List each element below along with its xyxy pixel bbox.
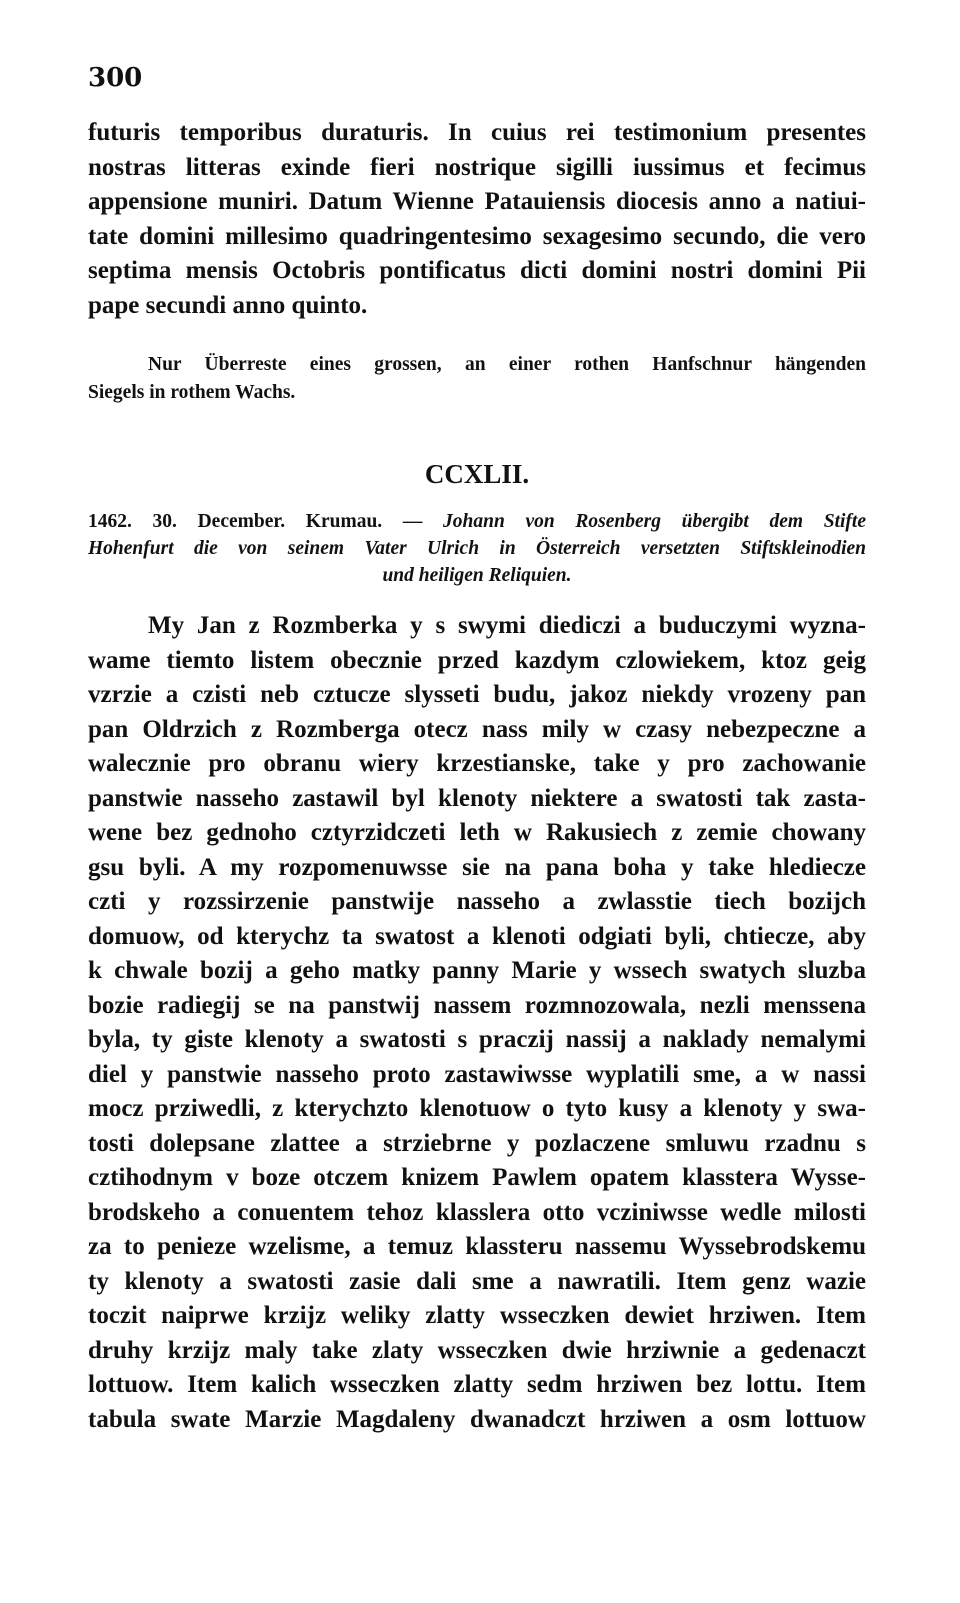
text-line: bozie radiegij se na panstwij nassem rozmnozowala, nezli menssena	[88, 991, 866, 1019]
text-line: tosti dolepsane zlattee a strziebrne y pozlaczene smluwu rzadnu s	[88, 1129, 866, 1157]
text-line: za to penieze wzelisme, a temuz klassteru nassemu Wyssebrodskemu	[88, 1233, 866, 1260]
text-line: wene bez gednoho cztyrzidczeti leth w Rakusiech z zemie chowany	[88, 819, 866, 846]
text-line: druhy krzijz maly take zlaty wsseczken dwie hrziwnie a gedenaczt	[88, 1336, 866, 1364]
text-line: czti y rozssirzenie panstwije nasseho a zwlasstie tiech bozijch	[88, 888, 866, 915]
seal-note	[88, 351, 866, 406]
text-line: k chwale bozij a geho matky panny Marie y wssech swatych sluzba	[88, 957, 866, 984]
note-line: Siegels in rothem Wachs.	[88, 381, 296, 403]
text-line: pape secundi anno quinto.	[88, 291, 368, 319]
note-line: Nur Überreste eines grossen, an einer rothen Hanfschnur hängenden	[148, 354, 866, 375]
document-number: CCXLII.	[424, 459, 530, 489]
book-page	[88, 62, 866, 1437]
text-line: mocz prziwedli, z kterychzto klenotuow o tyto kusy a klenoty y swa-	[88, 1095, 866, 1122]
text-line: My Jan z Rozmberka y s swymi diediczi a buduczymi wyzna-	[148, 612, 866, 639]
text-line: tate domini millesimo quadringentesimo sexagesimo secundo, die vero	[88, 222, 866, 250]
page-number: 300	[88, 63, 143, 93]
text-line: tabula swate Marzie Magdaleny dwanadczt hrziwen a osm lottuow	[88, 1405, 866, 1433]
heading-line	[88, 508, 866, 535]
text-line: ty klenoty a swatosti zasie dali sme a nawratili. Item genz wazie	[88, 1267, 866, 1295]
text-line: gsu byli. A my rozpomenuwsse sie na pana boha y take hlediecze	[88, 853, 866, 881]
text-line: nostras litteras exinde fieri nostrique sigilli iussimus et fecimus	[88, 153, 866, 181]
text-line: lottuow. Item kalich wsseczken zlatty sedm hrziwen bez lottu. Item	[88, 1371, 866, 1398]
text-line: panstwie nasseho zastawil byl klenoty niektere a swatosti tak zasta-	[88, 784, 866, 812]
text-line: vzrzie a czisti neb cztucze slysseti budu, jakoz niekdy vrozeny pan	[88, 681, 866, 708]
document-heading	[88, 508, 866, 589]
text-line: walecznie pro obranu wiery krzestianske, take y pro zachowanie	[88, 750, 866, 777]
text-line: wame tiemto listem obecznie przed kazdym czlowiekem, ktoz geig	[88, 646, 866, 674]
text-line: diel y panstwie nasseho proto zastawiwsse wyplatili sme, a w nassi	[88, 1060, 866, 1088]
document-text	[88, 609, 866, 1437]
text-line: byla, ty giste klenoty a swatosti s praczij nassij a naklady nemalymi	[88, 1026, 866, 1053]
text-line: toczit naiprwe krzijz weliky zlatty wsseczken dewiet hrziwen. Item	[88, 1302, 866, 1329]
document-summary: Johann von Rosenberg übergibt dem Stifte	[443, 511, 866, 532]
text-line: domuow, od kterychz ta swatost a klenoti odgiati byli, chtiecze, aby	[88, 922, 866, 950]
opening-paragraph	[88, 116, 866, 323]
document-date: 1462. 30. December. Krumau. —	[88, 511, 423, 532]
document-summary: Hohenfurt die von seinem Vater Ulrich in Österreich versetzten Stiftskleinodien	[88, 538, 866, 559]
text-line: futuris temporibus duraturis. In cuius rei testimonium presentes	[88, 119, 866, 146]
text-line: cztihodnym v boze otczem knizem Pawlem opatem klasstera Wysse-	[88, 1164, 866, 1191]
text-line: pan Oldrzich z Rozmberga otecz nass mily w czasy nebezpeczne a	[88, 715, 866, 743]
document-summary: und heiligen Reliquien.	[382, 565, 572, 586]
text-line: septima mensis Octobris pontificatus dicti domini nostri domini Pii	[88, 257, 866, 284]
text-line: appensione muniri. Datum Wienne Patauiensis diocesis anno a natiui-	[88, 188, 866, 215]
text-line: brodskeho a conuentem tehoz klasslera otto vcziniwsse wedle milosti	[88, 1198, 866, 1226]
